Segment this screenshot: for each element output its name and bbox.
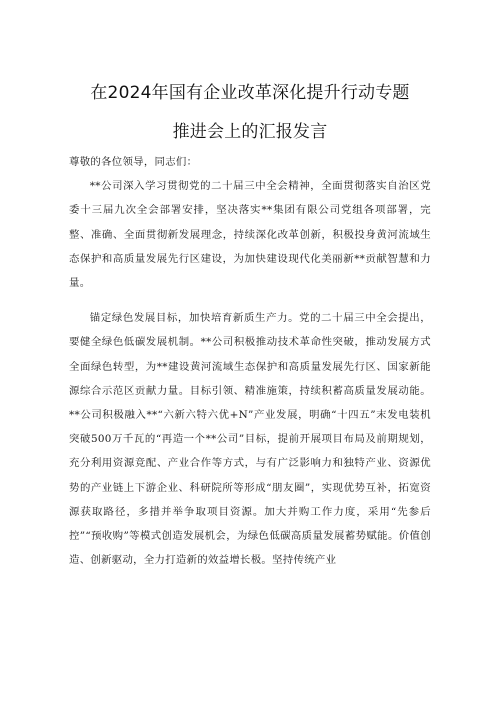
document-title-line-2: 推进会上的汇报发言 xyxy=(172,122,328,142)
paragraph-2: 锚定绿色发展目标，加快培育新质生产力。党的二十届三中全会提出，要健全绿色低碳发展机制。**公司积极推动技术革命性突破，推动发展方式全面绿色转型，为**建设黄河流域生态保护和高质量发展先行区、国家新能源综合示范区贡献力量。目标引领、精准施策，持续积蓄高质量发展动能。**公司积极融入**“六新六特六优+N”产业发展，明确“十四五”末发电装机突破500万千瓦的“再造一个**公司”目标，提前开展项目布局及前期规划，充分利用资源竞配、产业合作等方式，与有广泛影响力和独特产业、资源优势的产业链上下游企业、科研院所等形成“朋友圈”，实现优势互补，拓宽资源获取路径，多措并举争取项目资源。加大并购工作力度，采用“先参后控”“预收购”等模式创造发展机会，为绿色低碳高质量发展蓄势赋能。价值创造、创新驱动，全力打造新的效益增长极。坚持传统产业 xyxy=(69,312,431,567)
salutation: 尊敬的各位领导，同志们： xyxy=(69,156,198,168)
paragraph-1: **公司深入学习贯彻党的二十届三中全会精神，全面贯彻落实自治区党委十三届九次全会部署安排，坚决落实**集团有限公司党组各项部署，完整、准确、全面贯彻新发展理念，持续深化改革创新，积极投身黄河流域生态保护和高质量发展先行区建设，为加快建设现代化美丽新**贡献智慧和力量。 xyxy=(69,180,431,290)
document-body xyxy=(69,150,431,572)
document-title-line-1: 在2024年国有企业改革深化提升行动专题 xyxy=(90,83,410,103)
